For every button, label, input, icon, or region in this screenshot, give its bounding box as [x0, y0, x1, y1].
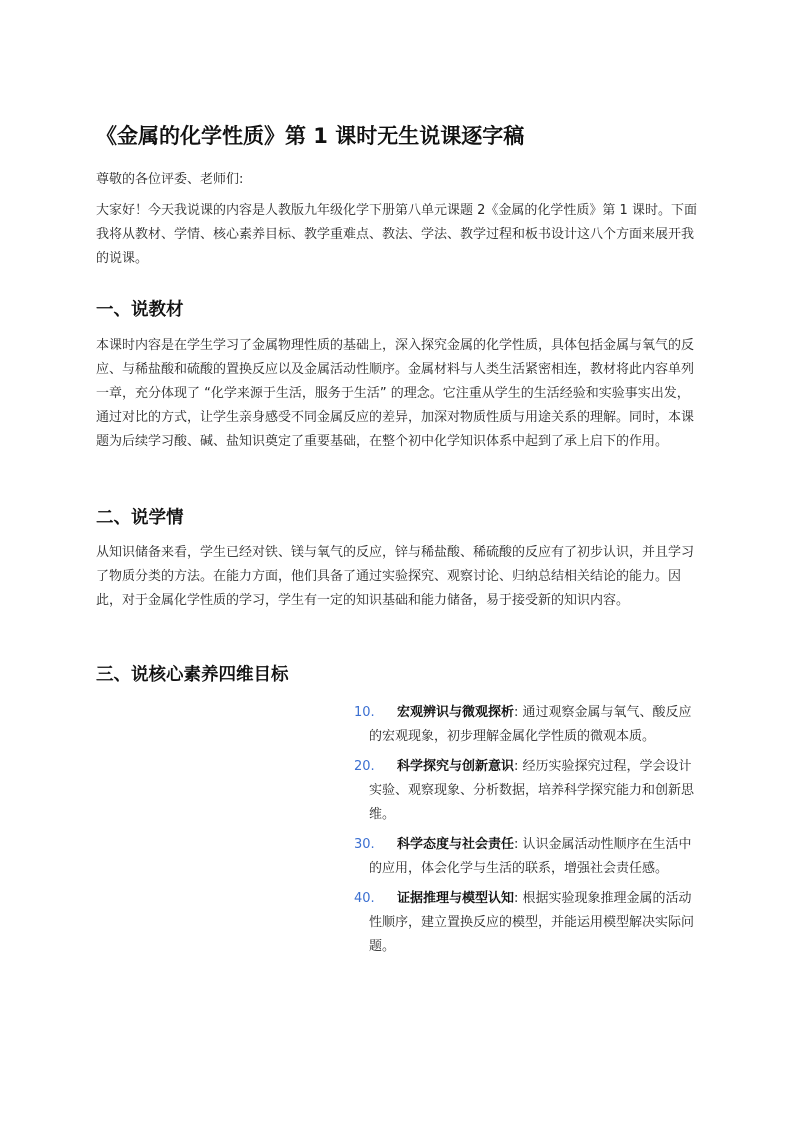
goal-description: : 通过观察金属与氧气、酸反应的宏观现象，初步理解金属化学性质的微观本质。 — [369, 705, 692, 744]
goal-item — [354, 755, 704, 827]
goal-description: : 认识金属活动性顺序在生活中的应用，体会化学与生活的联系，增强社会责任感。 — [369, 837, 692, 876]
goal-text-block — [369, 833, 704, 881]
goal-item — [354, 701, 704, 749]
goal-description: : 经历实验探究过程，学会设计实验、观察现象、分析数据，培养科学探究能力和创新思维。 — [369, 759, 695, 822]
section-heading-students: 二、说学情 — [96, 508, 184, 528]
goal-text-block — [369, 887, 704, 959]
goal-number: 40. — [354, 891, 375, 906]
document-title: 《金属的化学性质》第 1 课时无生说课逐字稿 — [96, 124, 525, 148]
goal-label: 证据推理与模型认知 — [397, 891, 515, 906]
greeting-paragraph: 尊敬的各位评委、老师们: — [96, 172, 244, 187]
goal-text-block — [369, 701, 704, 749]
goal-item — [354, 833, 704, 881]
goals-list — [354, 701, 704, 965]
goal-number: 20. — [354, 759, 375, 774]
section-heading-textbook: 一、说教材 — [96, 300, 184, 320]
goal-item — [354, 887, 704, 959]
goal-label: 科学探究与创新意识 — [397, 759, 515, 774]
goal-description: : 根据实验现象推理金属的活动性顺序，建立置换反应的模型，并能运用模型解决实际问题。 — [369, 891, 695, 954]
section-heading-goals: 三、说核心素养四维目标 — [96, 665, 289, 685]
goal-label: 宏观辨识与微观探析 — [397, 705, 515, 720]
section-body-students: 从知识储备来看，学生已经对铁、镁与氧气的反应，锌与稀盐酸、稀硫酸的反应有了初步认识，并且学习了物质分类的方法。在能力方面，他们具备了通过实验探究、观察讨论、归纳总结相关结论的能力。因此，对于金属化学性质的学习，学生有一定的知识基础和能力储备，易于接受新的知识内容。 — [96, 545, 695, 608]
goal-label: 科学态度与社会责任 — [397, 837, 515, 852]
section-body-textbook: 本课时内容是在学生学习了金属物理性质的基础上，深入探究金属的化学性质，具体包括金属与氧气的反应、与稀盐酸和硫酸的置换反应以及金属活动性顺序。金属材料与人类生活紧密相连，教材将此内容单列一章，充分体现了 “化学来源于生活，服务于生活” 的理念。它注重从学生的生活经验和实验事实出发，通过对比的方式，让学生亲身感受不同金属反应的差异，加深对物质性质与用途关系的理解。同时，本课题为后续学习酸、碱、盐知识奠定了重要基础，在整个初中化学知识体系中起到了承上启下的作用。 — [96, 338, 695, 449]
goal-number: 10. — [354, 705, 375, 720]
goal-number: 30. — [354, 837, 375, 852]
intro-paragraph: 大家好！今天我说课的内容是人教版九年级化学下册第八单元课题 2《金属的化学性质》第 1 课时。下面我将从教材、学情、核心素养目标、教学重难点、教法、学法、教学过程和板书设计这八个方面来展开我的说课。 — [96, 203, 697, 266]
goal-text-block — [369, 755, 704, 827]
